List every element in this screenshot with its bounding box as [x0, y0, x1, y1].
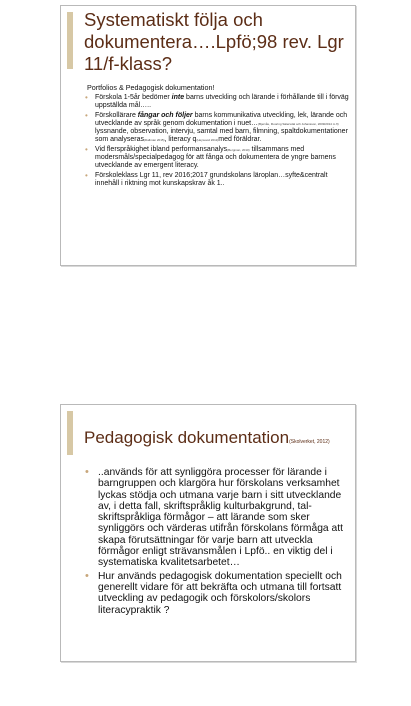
- slide-accent-bar: [67, 411, 73, 455]
- slide-accent-bar: [67, 12, 73, 69]
- slide-2-body: [85, 467, 347, 618]
- bullet-icon: •: [85, 110, 88, 120]
- bullet-icon: •: [85, 170, 88, 180]
- slide-2: [60, 404, 356, 662]
- bullet-icon: •: [85, 144, 88, 154]
- list-item: • Förskola 1-5år bedömer inte barns utveckling och lärande i förhållande till i förväg uppställda mål…..: [85, 93, 349, 110]
- list-item: • ..används för att synliggöra processer för lärande i barngruppen och klargöra hur förskolans verksamhet lyckas stödja och utmana varje barn i sitt utvecklande av, i detta fall, skriftspråklig kulturbakgrund, tal- skriftspråkliga förmågor – att lärande som sker synliggörs och värderas utifrån förskolans förmåga att skapa förutsättningar för varje barn att utveckla förmågor enligt strävansmålen i Lpfö.. en viktig del i systematiska kvalitetsarbetet…: [85, 466, 343, 569]
- list-item: • Hur används pedagogisk dokumentation speciellt och generellt vidare för att bekräfta och utmana till fortsatt utveckling av pedagogik och förskolors/skolors literacypraktik ?: [85, 569, 342, 616]
- slide-1-body: [85, 94, 351, 189]
- bullet-icon: •: [85, 569, 89, 582]
- list-item: • Vid flerspråkighet ibland performansanalys(Bergman, 2010) tillsammans med modersmåls/specialpedagog för att fånga och dokumentera de yngre barnens utvecklande av emergent literacy.: [85, 144, 336, 170]
- list-item: • Förskoleklass Lgr 11, rev 2016;2017 grundskolans läroplan…syfte&centralt innehåll i riktning mot kunskapskrav åk 1..: [85, 170, 328, 187]
- bullet-icon: •: [85, 93, 88, 102]
- slide-2-title: Pedagogisk dokumentation(Skolverket, 2012): [84, 428, 330, 447]
- slide-1: [60, 5, 356, 266]
- list-item: • Förskollärare fångar och följer barns kommunikativa utveckling, lek, lärande och utvecklande av språk genom dokumentation i nuet…(Bjervås, Flooring Sätersdal och Johansson, 2009/2014 m.fl) lyssnande, observation, intervju, samtal med barn, filmning, spaltdokumentationer som analyseras(Dallman 2015), literacy q(Heywood 2011)med föräldrar.: [85, 110, 348, 144]
- slide-1-subheading: Portfolios & Pedagogisk dokumentation!: [87, 83, 215, 92]
- bullet-icon: •: [85, 466, 89, 478]
- slide-1-title: Systematiskt följa och dokumentera….Lpfö;98 rev. Lgr 11/f-klass?: [84, 9, 344, 74]
